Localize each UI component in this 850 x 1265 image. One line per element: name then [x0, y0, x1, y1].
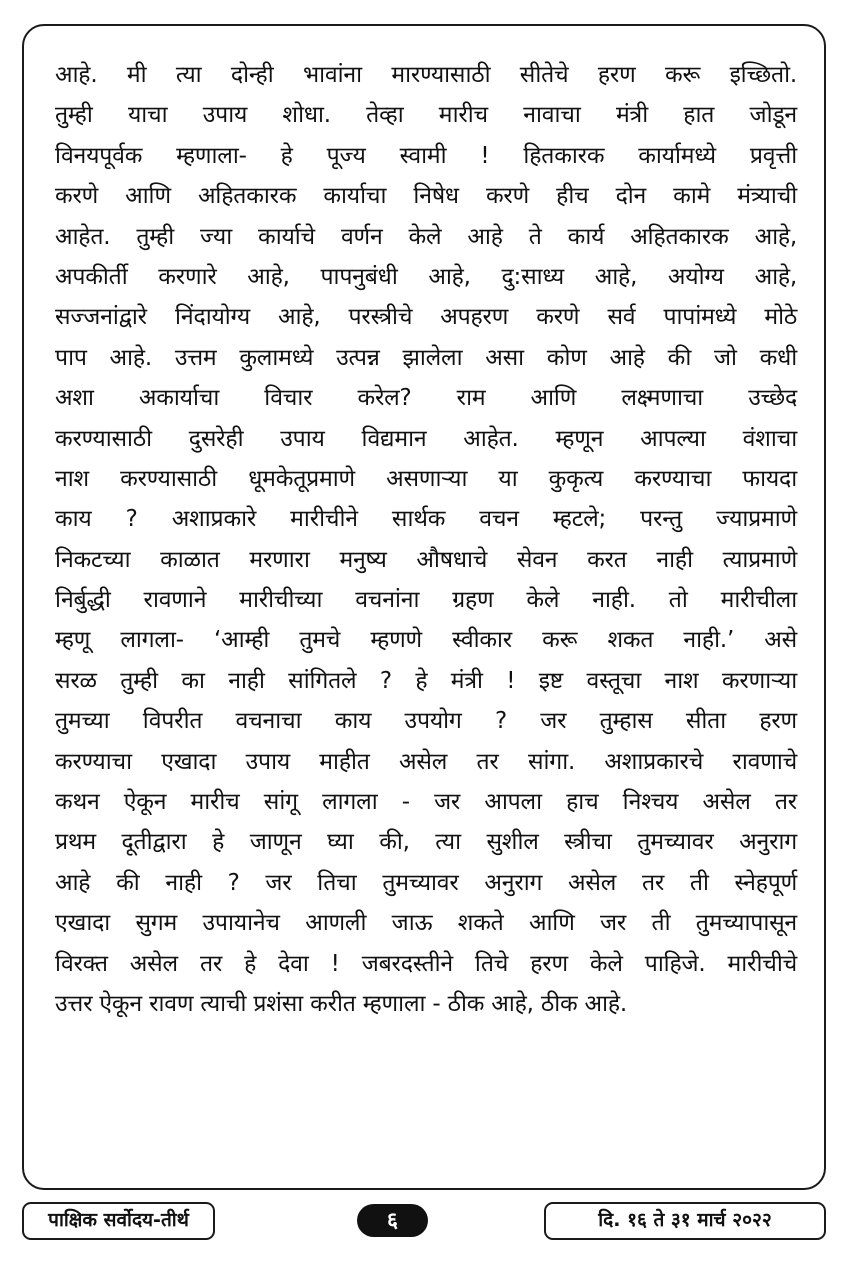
issue-date: दि. १६ ते ३१ मार्च २०२२ [544, 1202, 826, 1240]
article-line: सज्जनांद्वारे निंदायोग्य आहे, परस्त्रीचे अपहरण करणे सर्व पापांमध्ये मोठे [55, 304, 797, 331]
article-line: म्हणू लागला- ‘आम्ही तुमचे म्हणणे स्वीकार करू शकत नाही.’ असे [55, 627, 797, 654]
page-number-badge: ६ [357, 1204, 428, 1237]
article-line: आहे की नाही ? जर तिचा तुमच्यावर अनुराग असेल तर ती स्नेहपूर्ण [55, 869, 797, 896]
article-line: अशा अकार्याचा विचार करेल? राम आणि लक्ष्मणाचा उच्छेद [55, 385, 797, 412]
article-line: विरक्त असेल तर हे देवा ! जबरदस्तीने तिचे हरण केले पाहिजे. मारीचीचे [55, 950, 797, 977]
article-line: अपकीर्ती करणारे आहे, पापनुबंधी आहे, दु:साध्य आहे, अयोग्य आहे, [55, 263, 797, 290]
publication-name: पाक्षिक सर्वोदय-तीर्थ [22, 1202, 215, 1240]
article-line: निर्बुद्धी रावणाने मारीचीच्या वचनांना ग्रहण केले नाही. तो मारीचीला [55, 587, 797, 614]
article-line: उत्तर ऐकून रावण त्याची प्रशंसा करीत म्हणाला - ठीक आहे, ठीक आहे. [55, 990, 627, 1017]
article-line: नाश करण्यासाठी धूमकेतूप्रमाणे असणाऱ्या या कुकृत्य करण्याचा फायदा [55, 465, 797, 492]
article-body [55, 55, 797, 1024]
article-line: करणे आणि अहितकारक कार्याचा निषेध करणे हीच दोन कामे मंत्र्याची [55, 183, 797, 210]
article-line: प्रथम दूतीद्वारा हे जाणून घ्या की, त्या सुशील स्त्रीचा तुमच्यावर अनुराग [55, 829, 797, 856]
article-line: विनयपूर्वक म्हणाला- हे पूज्य स्वामी ! हितकारक कार्यामध्ये प्रवृत्ती [55, 142, 797, 169]
article-line: पाप आहे. उत्तम कुलामध्ये उत्पन्न झालेला असा कोण आहे की जो कधी [55, 344, 797, 371]
article-line: आहेत. तुम्ही ज्या कार्याचे वर्णन केले आहे ते कार्य अहितकारक आहे, [55, 223, 797, 250]
article-line: आहे. मी त्या दोन्ही भावांना मारण्यासाठी सीतेचे हरण करू इच्छितो. [55, 62, 797, 88]
article-line: कथन ऐकून मारीच सांगू लागला - जर आपला हाच निश्चय असेल तर [55, 789, 797, 816]
article-line: तुमच्या विपरीत वचनाचा काय उपयोग ? जर तुम्हास सीता हरण [55, 708, 797, 735]
article-line: सरळ तुम्ही का नाही सांगितले ? हे मंत्री ! इष्ट वस्तूचा नाश करणाऱ्या [55, 667, 797, 694]
article-line: काय ? अशाप्रकारे मारीचीने सार्थक वचन म्हटले; परन्तु ज्याप्रमाणे [55, 506, 797, 533]
article-line: करण्याचा एखादा उपाय माहीत असेल तर सांगा. अशाप्रकारचे रावणाचे [55, 748, 797, 775]
article-line: एखादा सुगम उपायानेच आणली जाऊ शकते आणि जर ती तुमच्यापासून [55, 910, 797, 937]
article-line: करण्यासाठी दुसरेही उपाय विद्यमान आहेत. म्हणून आपल्या वंशाचा [55, 425, 797, 452]
article-line: तुम्ही याचा उपाय शोधा. तेव्हा मारीच नावाचा मंत्री हात जोडून [55, 102, 797, 129]
article-line: निकटच्या काळात मरणारा मनुष्य औषधाचे सेवन करत नाही त्याप्रमाणे [55, 546, 797, 573]
